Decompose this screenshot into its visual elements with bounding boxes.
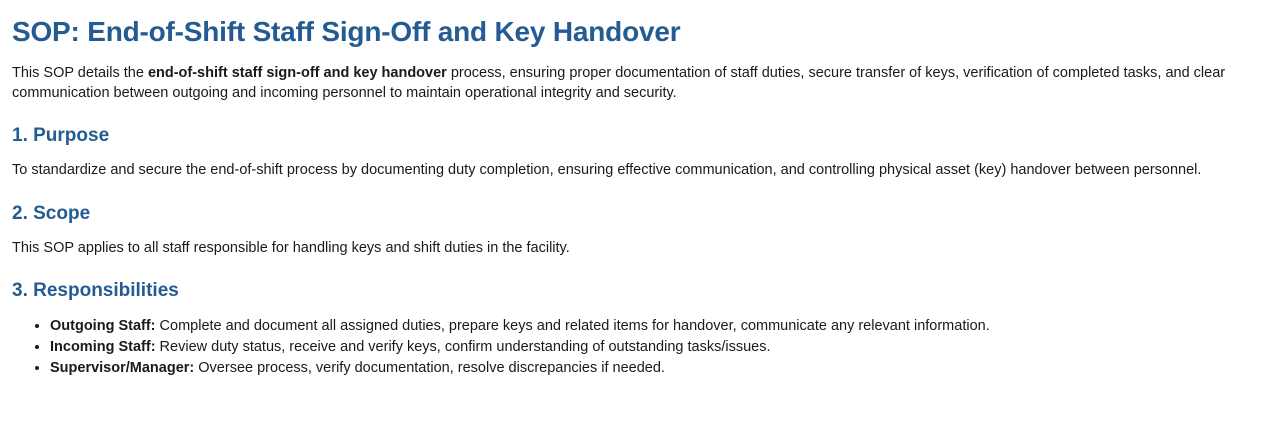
section-paragraph-scope: This SOP applies to all staff responsible for handling keys and shift duties in the facility. [12, 239, 570, 256]
responsibilities-list [12, 316, 1251, 378]
list-item-role: Supervisor/Manager: [50, 359, 195, 376]
list-item-role: Outgoing Staff: [50, 318, 156, 335]
section-heading-purpose: 1. Purpose [12, 125, 110, 147]
list-item [50, 337, 1251, 358]
section-heading-responsibilities: 3. Responsibilities [12, 280, 179, 302]
list-item [50, 316, 1251, 337]
page-title: SOP: End-of-Shift Staff Sign-Off and Key Handover [12, 16, 681, 47]
list-item-text: Oversee process, verify documentation, resolve discrepancies if needed. [194, 359, 665, 376]
intro-rest-text: process, ensuring proper documentation of staff duties, secure transfer of keys, verification of completed tasks, and clear communication between outgoing and incoming personnel to maintain operational integrity and security. [12, 65, 1226, 101]
intro-bold-phrase: end-of-shift staff sign-off and key handover [147, 65, 447, 82]
list-item [50, 358, 1251, 379]
list-item-role: Incoming Staff: [50, 339, 156, 356]
intro-lead-text: This SOP details the [12, 65, 148, 82]
section-paragraph-purpose: To standardize and secure the end-of-shift process by documenting duty completion, ensuring effective communication, and controlling physical asset (key) handover between personnel. [12, 162, 1202, 179]
list-item-text: Complete and document all assigned duties, prepare keys and related items for handover, communicate any relevant information. [155, 318, 990, 335]
list-item-text: Review duty status, receive and verify keys, confirm understanding of outstanding tasks/issues. [155, 339, 771, 356]
intro-paragraph [12, 64, 1251, 103]
section-heading-scope: 2. Scope [12, 202, 91, 224]
